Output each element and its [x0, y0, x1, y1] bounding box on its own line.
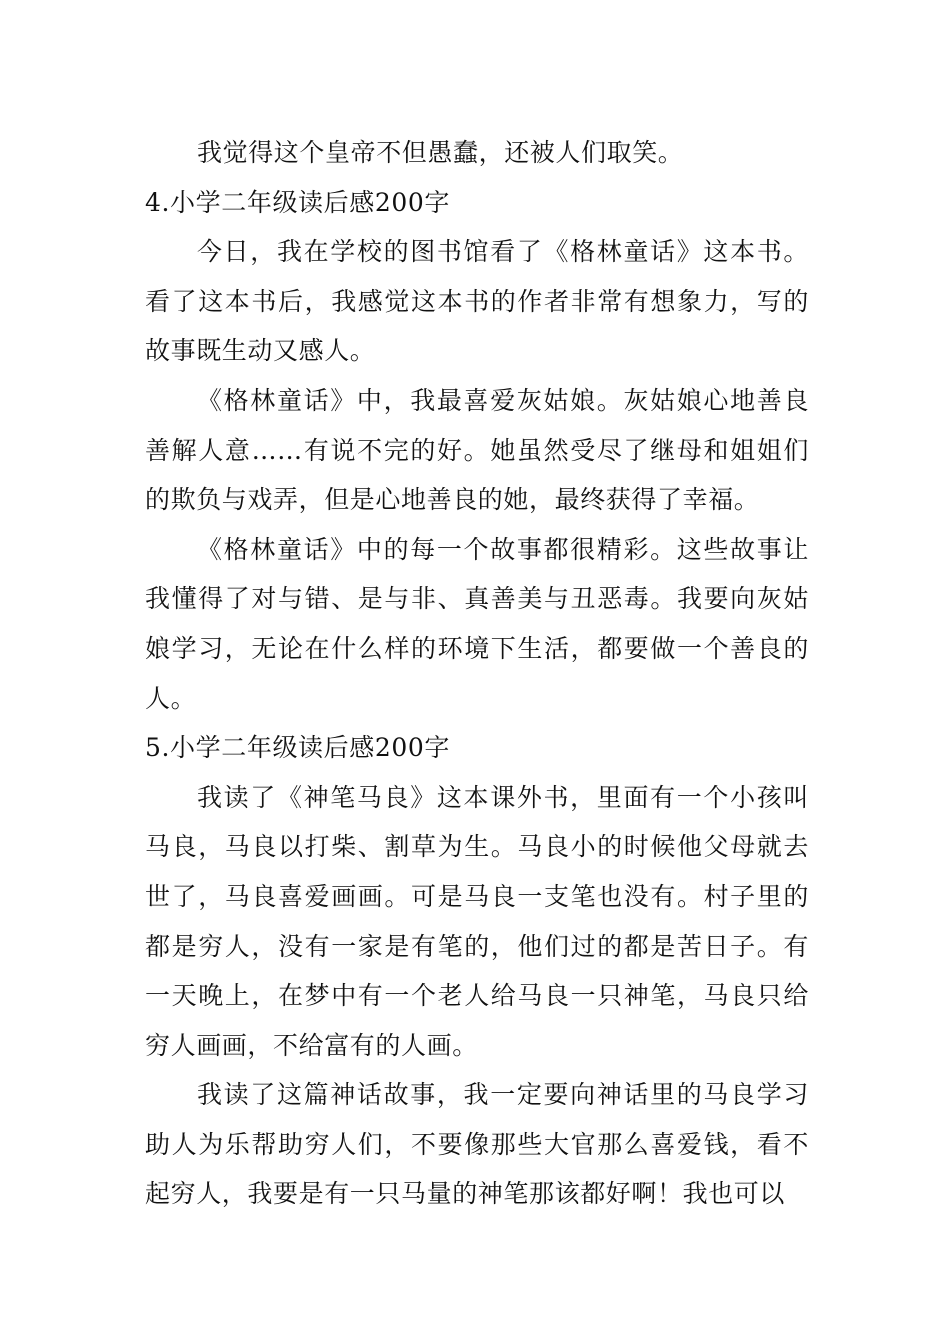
heading-section-5: 5.小学二年级读后感200字 [145, 733, 450, 763]
paragraph-grimm-intro: 今日，我在学校的图书馆看了《格林童话》这本书。看了这本书后，我感觉这本书的作者非常有想象力，写的故事既生动又感人。 [145, 237, 809, 366]
paragraph-emperor-conclusion: 我觉得这个皇帝不但愚蠢，还被人们取笑。 [197, 138, 684, 167]
paragraph-ma-liang-reflection: 我读了这篇神话故事，我一定要向神话里的马良学习助人为乐帮助穷人们，不要像那些大官那么喜爱钱，看不起穷人，我要是有一只马量的神笔那该都好啊！我也可以 [145, 1080, 809, 1209]
paragraph-ma-liang-story: 我读了《神笔马良》这本课外书，里面有一个小孩叫马良，马良以打柴、割草为生。马良小的时候他父母就去世了，马良喜爱画画。可是马良一支笔也没有。村子里的都是穷人，没有一家是有笔的，他们过的都是苦日子。有一天晚上，在梦中有一个老人给马良一只神笔，马良只给穷人画画，不给富有的人画。 [145, 782, 809, 1060]
paragraph-grimm-lessons: 《格林童话》中的每一个故事都很精彩。这些故事让我懂得了对与错、是与非、真善美与丑恶毒。我要向灰姑娘学习，无论在什么样的环境下生活，都要做一个善良的人。 [145, 534, 809, 713]
heading-section-4: 4.小学二年级读后感200字 [145, 187, 450, 217]
paragraph-cinderella: 《格林童话》中，我最喜爱灰姑娘。灰姑娘心地善良善解人意……有说不完的好。她虽然受尽了继母和姐姐们的欺负与戏弄，但是心地善良的她，最终获得了幸福。 [145, 385, 809, 515]
document-body [145, 128, 809, 1219]
